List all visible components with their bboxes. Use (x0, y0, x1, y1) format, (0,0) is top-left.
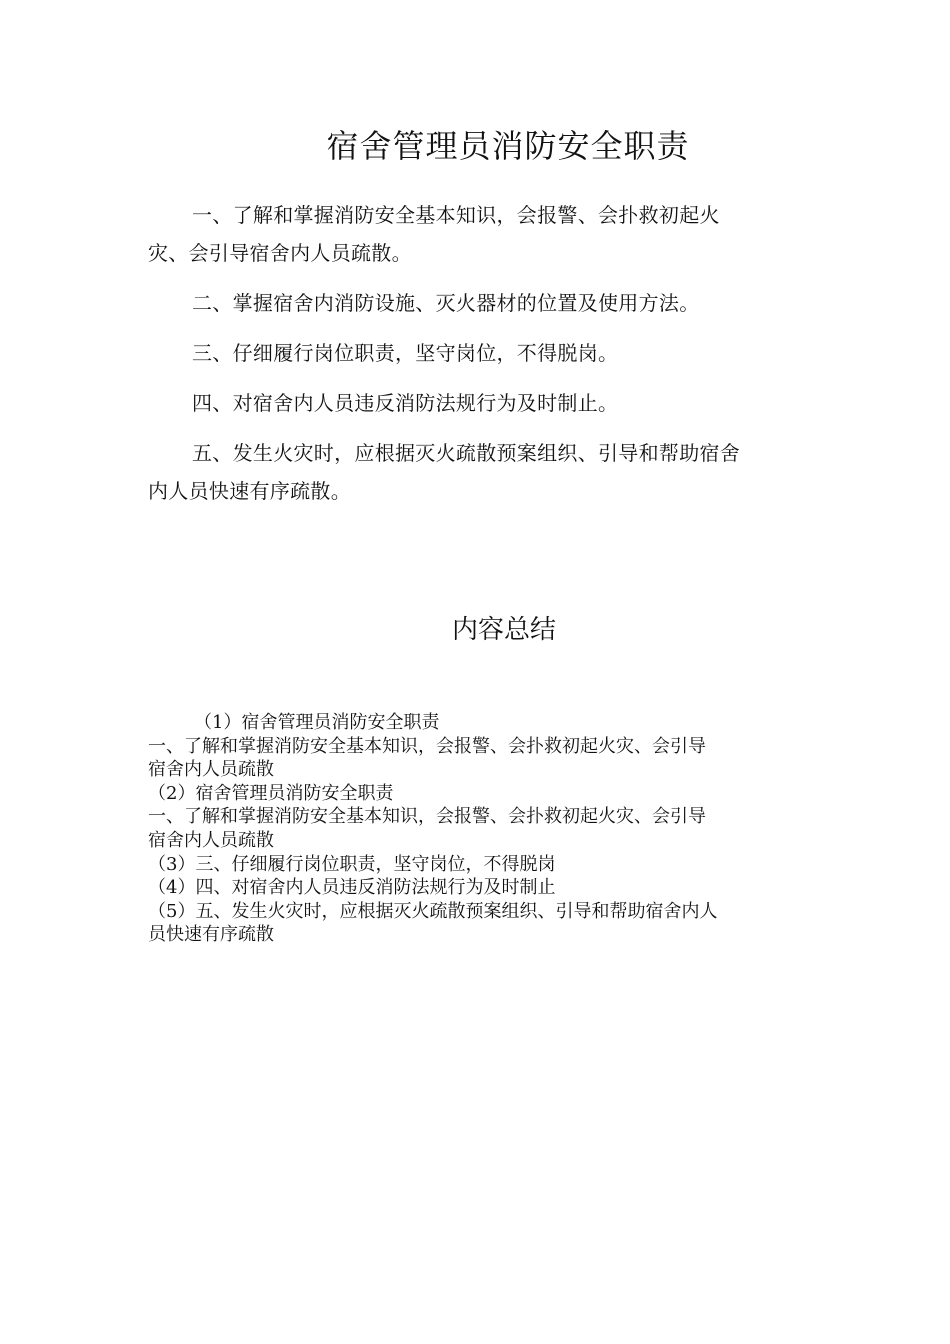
summary-line: 员快速有序疏散 (148, 924, 274, 946)
paragraph-line: 三、仔细履行岗位职责，坚守岗位，不得脱岗。 (192, 341, 619, 365)
summary-line: （1）宿舍管理员消防安全职责 (194, 712, 440, 733)
paragraph-line: 内人员快速有序疏散。 (148, 479, 351, 503)
document-title: 宿舍管理员消防安全职责 (326, 127, 690, 165)
paragraph-1 (148, 196, 808, 272)
summary-title: 内容总结 (451, 615, 556, 645)
summary-line: 宿舍内人员疏散 (148, 759, 274, 781)
summary-line: （5）五、发生火灾时，应根据灭火疏散预案组织、引导和帮助宿舍内人 (148, 900, 718, 922)
document-body (148, 196, 808, 522)
paragraph-5 (148, 434, 808, 510)
paragraph-line: 五、发生火灾时，应根据灭火疏散预案组织、引导和帮助宿舍 (192, 441, 741, 465)
summary-line: 一、了解和掌握消防安全基本知识，会报警、会扑救初起火灾、会引导 (148, 806, 706, 828)
summary-line: 一、了解和掌握消防安全基本知识，会报警、会扑救初起火灾、会引导 (148, 735, 706, 757)
summary-line: （3）三、仔细履行岗位职责，坚守岗位，不得脱岗 (148, 853, 556, 875)
paragraph-line: 二、掌握宿舍内消防设施、灭火器材的位置及使用方法。 (192, 291, 700, 315)
summary-line: （4）四、对宿舍内人员违反消防法规行为及时制止 (148, 877, 556, 899)
paragraph-4 (148, 384, 808, 422)
paragraph-3 (148, 334, 808, 372)
summary-line: （2）宿舍管理员消防安全职责 (148, 782, 394, 804)
paragraph-line: 四、对宿舍内人员违反消防法规行为及时制止。 (192, 391, 619, 415)
summary-line: 宿舍内人员疏散 (148, 829, 274, 851)
paragraph-2 (148, 284, 808, 322)
paragraph-line: 一、了解和掌握消防安全基本知识，会报警、会扑救初起火 (192, 203, 720, 227)
paragraph-line: 灾、会引导宿舍内人员疏散。 (148, 241, 412, 265)
summary-list (148, 711, 818, 947)
